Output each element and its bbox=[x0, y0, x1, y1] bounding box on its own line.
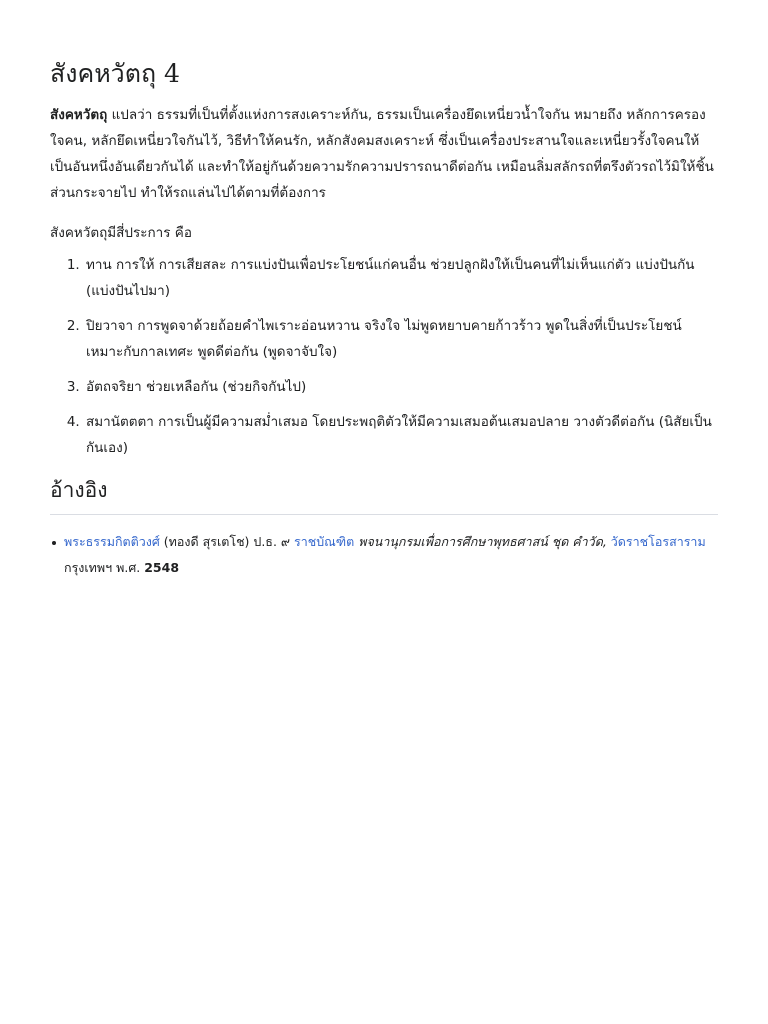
page-title: สังคหวัตถุ 4 bbox=[50, 59, 180, 88]
references-list bbox=[50, 529, 718, 581]
list-item: 4. สมานัตตตา การเป็นผู้มีความสม่ำเสมอ โดยประพฤติตัวให้มีความเสมอต้นเสมอปลาย วางตัวดีต่อกัน (นิสัยเป็นกันเอง) bbox=[84, 409, 718, 461]
list-item: 1. ทาน การให้ การเสียสละ การแบ่งปันเพื่อประโยชน์แก่คนอื่น ช่วยปลูกฝังให้เป็นคนที่ไม่เห็นแก่ตัว แบ่งปันกัน (แบ่งปันไปมา) bbox=[84, 252, 718, 304]
article-content bbox=[50, 0, 718, 581]
reference-title: พจนานุกรมเพื่อการศึกษาพุทธศาสน์ ชุด คำวัด, bbox=[354, 534, 611, 549]
author-details: (ทองดี สุรเตโช) ป.ธ. ๙ bbox=[159, 534, 295, 549]
lead-term: สังคหวัตถุ bbox=[50, 107, 108, 123]
reference-item bbox=[64, 529, 718, 581]
reference-year: 2548 bbox=[144, 560, 180, 575]
lead-text: แปลว่า ธรรมที่เป็นที่ตั้งแห่งการสงเคราะห์กัน, ธรรมเป็นเครื่องยึดเหนี่ยวน้ำใจกัน หมายถึง หลักการครองใจคน, หลักยึดเหนี่ยวใจกันไว้, วิธีทำให้คนรัก, หลักสังคมสงเคราะห์ ซึ่งเป็นเครื่องประสานใจและเหนี่ยวรั้งใจคนให้เป็นอันหนึ่งอันเดียวกันได้ และทำให้อยู่กันด้วยความรักความปรารถนาดีต่อกัน เหมือนลิ่มสลักรถที่ตรึงตัวรถไว้มิให้ชิ้นส่วนกระจายไป ทำให้รถแล่นไปได้ตามที่ต้องการ bbox=[50, 107, 714, 201]
principles-list bbox=[50, 252, 718, 461]
royal-institute-link[interactable]: ราชบัณฑิต bbox=[294, 534, 355, 549]
principles-intro: สังคหวัตถุมีสี่ประการ คือ bbox=[50, 225, 192, 241]
author-link[interactable]: พระธรรมกิตติวงศ์ bbox=[64, 534, 160, 549]
temple-link[interactable]: วัดราชโอรสาราม bbox=[610, 534, 706, 549]
reference-place: กรุงเทพฯ พ.ศ. bbox=[64, 560, 145, 575]
lead-paragraph bbox=[50, 102, 718, 206]
list-item: 3. อัตถจริยา ช่วยเหลือกัน (ช่วยกิจกันไป) bbox=[84, 374, 718, 400]
references-heading: อ้างอิง bbox=[50, 475, 718, 515]
list-item: 2. ปิยวาจา การพูดจาด้วยถ้อยคำไพเราะอ่อนหวาน จริงใจ ไม่พูดหยาบคายก้าวร้าว พูดในสิ่งที่เป็นประโยชน์ เหมาะกับกาลเทศะ พูดดีต่อกัน (พูดจาจับใจ) bbox=[84, 313, 718, 365]
